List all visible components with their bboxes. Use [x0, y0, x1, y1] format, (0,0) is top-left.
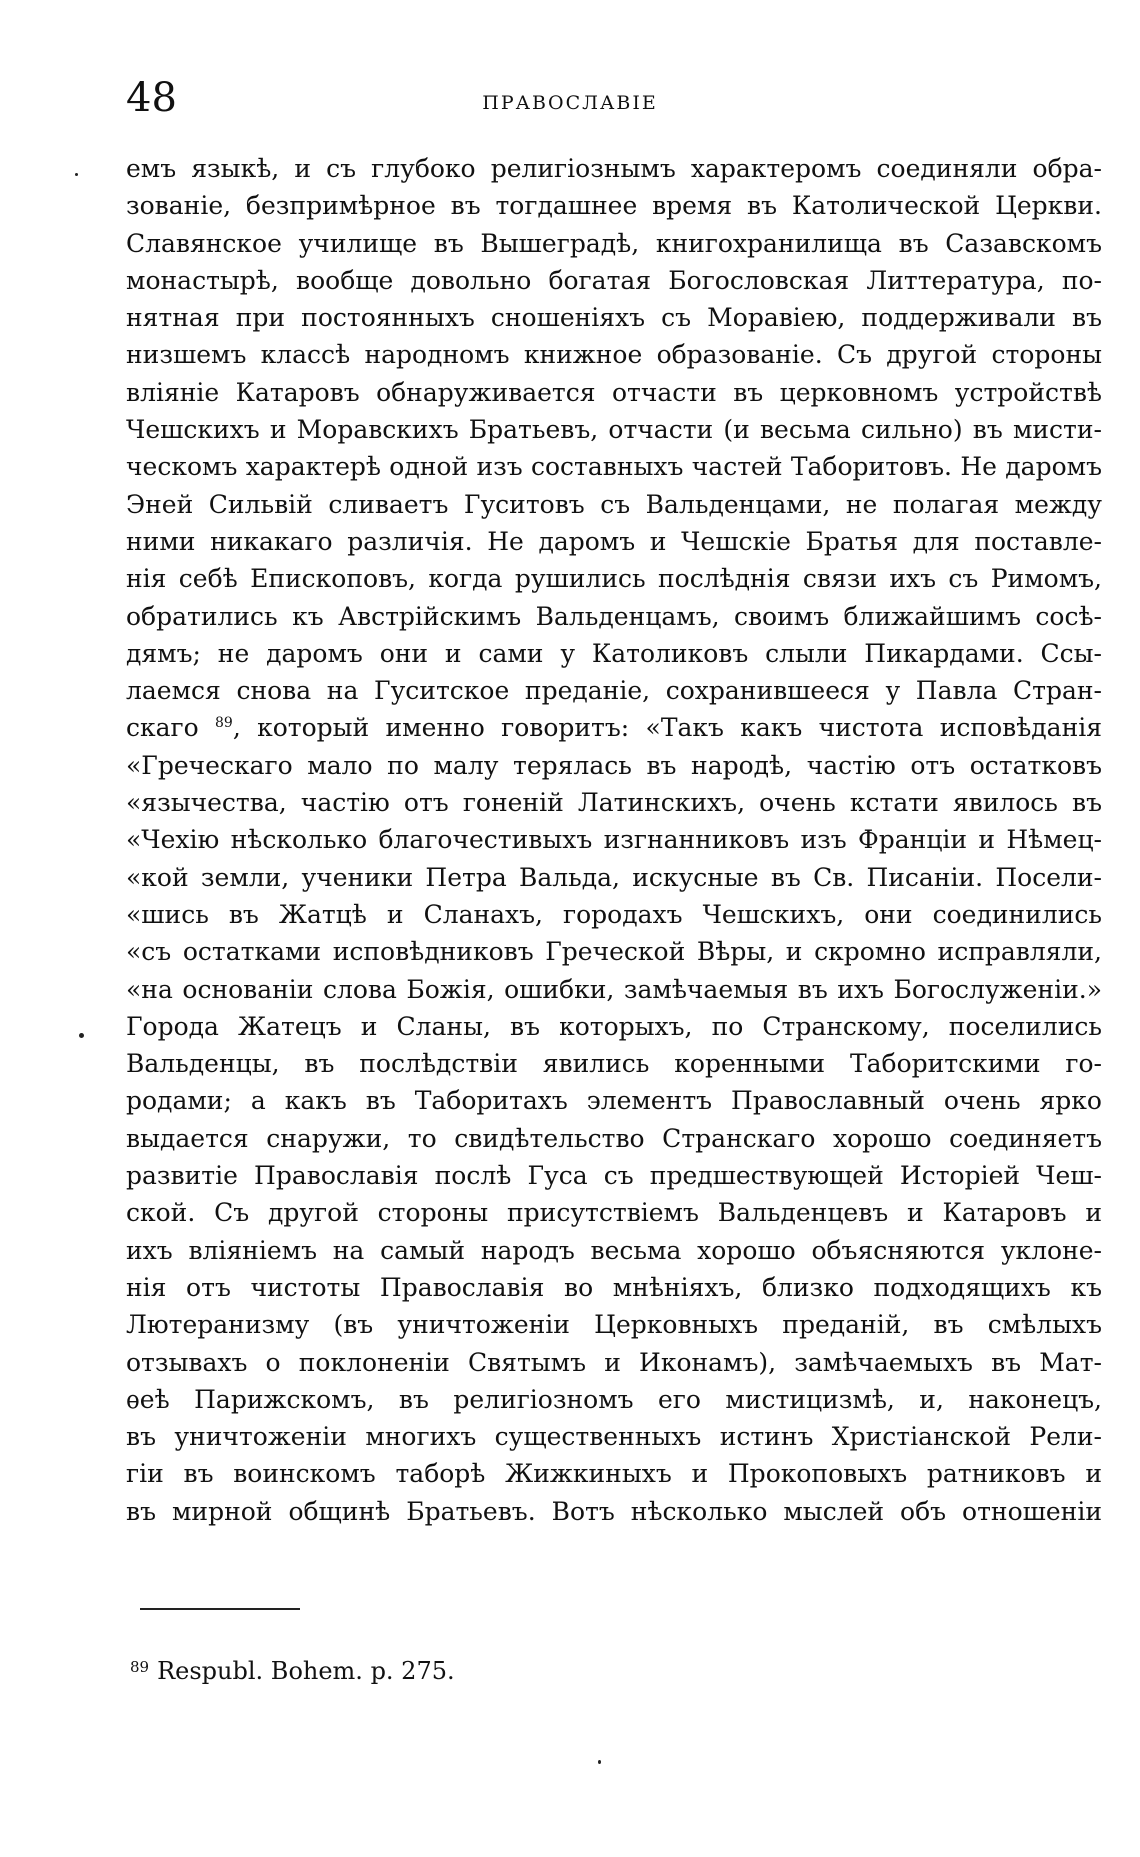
- text-line: обратились къ Австрійскимъ Вальденцамъ, своимъ ближайшимъ сосѣ-: [126, 601, 1102, 631]
- ink-speck: [598, 1760, 601, 1764]
- text-line: вліяніе Катаровъ обнаруживается отчасти въ церковномъ устройствѣ: [126, 377, 1102, 407]
- text-line: «шись въ Жатцѣ и Сланахъ, городахъ Чешскихъ, они соединились: [126, 899, 1102, 929]
- text-line: «кой земли, ученики Петра Вальда, искусные въ Св. Писаніи. Посели-: [126, 862, 1102, 892]
- text-line: «Чехію нѣсколько благочестивыхъ изгнанниковъ изъ Франціи и Нѣмец-: [126, 825, 1102, 855]
- text-line: отзывахъ о поклоненіи Святымъ и Иконамъ), замѣчаемыхъ въ Мат-: [126, 1347, 1102, 1377]
- text-line: низшемъ классѣ народномъ книжное образованіе. Съ другой стороны: [126, 340, 1102, 370]
- text-line: развитіе Православія послѣ Гуса съ предшествующей Исторіей Чеш-: [126, 1161, 1102, 1191]
- text-line: Эней Сильвій сливаетъ Гуситовъ съ Вальденцами, не полагая между: [126, 489, 1102, 519]
- text-line: Чешскихъ и Моравскихъ Братьевъ, отчасти (и весьма сильно) въ мисти-: [126, 415, 1102, 445]
- text-line: дямъ; не даромъ они и сами у Католиковъ слыли Пикардами. Ссы-: [126, 638, 1102, 668]
- text-line: нія отъ чистоты Православія во мнѣніяхъ, близко подходящихъ къ: [126, 1272, 1102, 1302]
- text-line: Города Жатецъ и Сланы, въ которыхъ, по Странскому, поселились: [126, 1011, 1102, 1041]
- text-line: емъ языкѣ, и съ глубоко религіознымъ характеромъ соединяли обра-: [126, 154, 1102, 183]
- text-line: «язычества, частію отъ гоненій Латинскихъ, очень кстати явилось въ: [126, 788, 1102, 818]
- footnote-reference: 89: [215, 715, 233, 732]
- text-line: въ мирной общинѣ Братьевъ. Вотъ нѣсколько мыслей объ отношеніи: [126, 1496, 1102, 1526]
- text-line: лаемся снова на Гуситское преданіе, сохранившееся у Павла Стран-: [126, 676, 1102, 706]
- text-line: гіи въ воинскомъ таборѣ Жижкиныхъ и Прокоповыхъ ратниковъ и: [126, 1459, 1102, 1489]
- text-line: «Греческаго мало по малу терялась въ народѣ, частію отъ остатковъ: [126, 750, 1102, 780]
- text-line: родами; а какъ въ Таборитахъ элементъ Православный очень ярко: [126, 1086, 1102, 1116]
- text-line: Славянское училище въ Вышеградѣ, книгохранилища въ Сазавскомъ: [126, 228, 1102, 258]
- running-head: ПРАВОСЛАВІЕ: [482, 92, 658, 114]
- text-line: ческомъ характерѣ одной изъ составныхъ частей Таборитовъ. Не даромъ: [126, 452, 1102, 482]
- footnote-text: Respubl. Bohem. p. 275.: [157, 1657, 455, 1685]
- text-line: зованіе, безпримѣрное въ тогдашнее время въ Католической Церкви.: [126, 191, 1102, 221]
- text-line: ской. Съ другой стороны присутствіемъ Вальденцевъ и Катаровъ и: [126, 1198, 1102, 1228]
- text-line: «на основаніи слова Божія, ошибки, замѣчаемыя въ ихъ Богослуженіи.»: [126, 974, 1102, 1004]
- text-line: ихъ вліяніемъ на самый народъ весьма хорошо объясняются уклоне-: [126, 1235, 1102, 1265]
- footnote-divider: [140, 1608, 300, 1610]
- text-line: ѳеѣ Парижскомъ, въ религіозномъ его мистицизмѣ, и, наконецъ,: [126, 1384, 1102, 1414]
- text-line: нія себѣ Епископовъ, когда рушились послѣднія связи ихъ съ Римомъ,: [126, 564, 1102, 594]
- footnote: [130, 1656, 455, 1686]
- text-line: скаго $^{89}$, который именно говоритъ: «Такъ какъ чистота исповѣданія: [126, 713, 1102, 743]
- text-line: нятная при постоянныхъ сношеніяхъ съ Моравіею, поддерживали въ: [126, 303, 1102, 333]
- text-line: монастырѣ, вообще довольно богатая Богословская Литтература, по-: [126, 265, 1102, 295]
- footnote-number: 89: [130, 1658, 150, 1676]
- page-number: 48: [126, 75, 177, 121]
- text-line: въ уничтоженіи многихъ существенныхъ истинъ Христіанской Рели-: [126, 1422, 1102, 1452]
- ink-speck: [75, 173, 78, 176]
- ink-speck: [79, 1033, 84, 1038]
- text-line: Лютеранизму (въ уничтоженіи Церковныхъ преданій, въ смѣлыхъ: [126, 1310, 1102, 1340]
- text-line: выдается снаружи, то свидѣтельство Странскаго хорошо соединяетъ: [126, 1123, 1102, 1153]
- text-line: «съ остатками исповѣдниковъ Греческой Вѣры, и скромно исправляли,: [126, 937, 1102, 967]
- text-line: Вальденцы, въ послѣдствіи явились коренными Таборитскими го-: [126, 1049, 1102, 1079]
- body-text: [126, 150, 1102, 1530]
- text-line: ними никакаго различія. Не даромъ и Чешскіе Братья для поставле-: [126, 526, 1102, 556]
